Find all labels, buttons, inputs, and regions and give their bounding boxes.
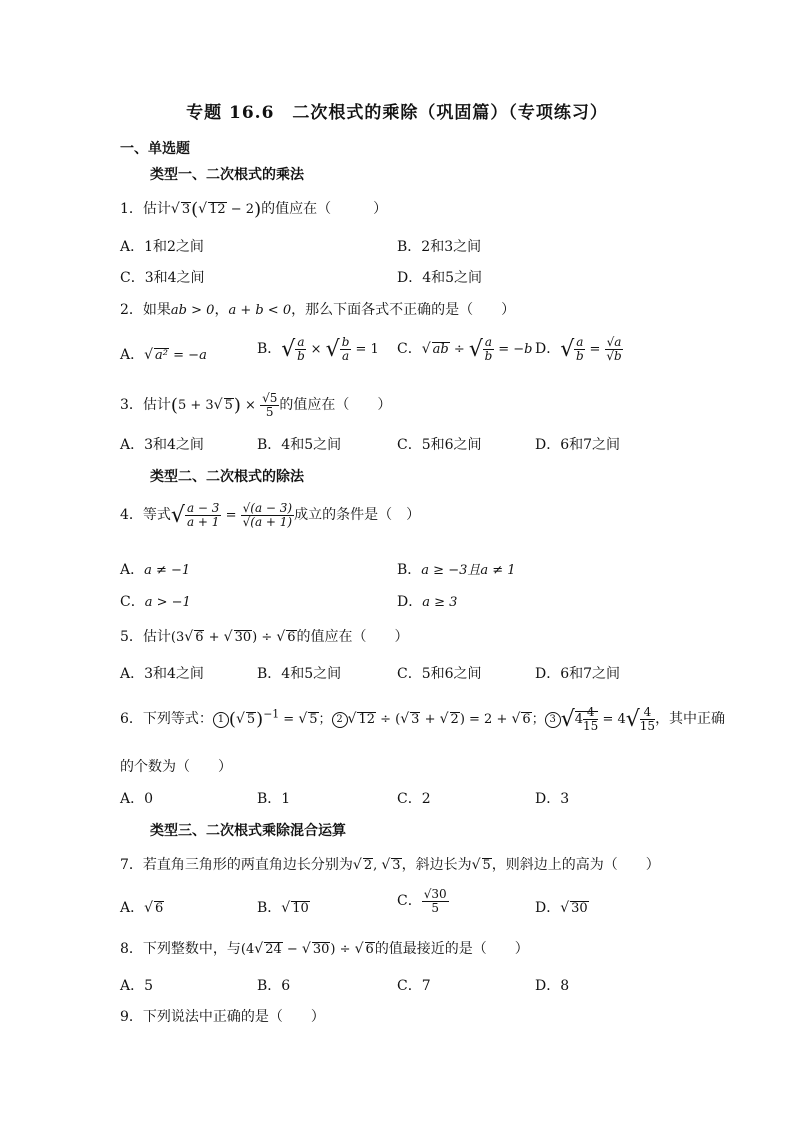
q8-option-a: A．5 <box>120 978 154 994</box>
q1-option-c: C．3和4之间 <box>120 270 205 286</box>
q6-option-d: D．3 <box>535 791 570 807</box>
q1-option-b: B．2和3之间 <box>397 239 482 255</box>
q3-option-c: C．5和6之间 <box>397 437 482 453</box>
q3-option-b: B．4和5之间 <box>257 437 342 453</box>
q6-option-b: B．1 <box>257 791 291 807</box>
q5-option-b: B．4和5之间 <box>257 666 342 682</box>
q7-option-c: C． $\frac{√30}{5}$ <box>397 887 447 916</box>
page-title: 专题 16.6 二次根式的乘除（巩固篇）（专项练习） <box>186 103 608 123</box>
q2-option-c: C．√ ab ÷ √ $\frac{a}{b}$ = −b <box>397 335 533 364</box>
q2-option-a: A．√ a² = −a <box>120 347 207 363</box>
question-3: 3．估计(5 + 3√ 5) × $\frac{√5}{5}$ 的值应在（ ） <box>120 391 392 420</box>
q2-option-d: D．√ $\frac{a}{b}$ = $\frac{√a}{√b}$ <box>535 335 622 364</box>
q1-option-a: A．1和2之间 <box>120 239 204 255</box>
q7-option-d: D．√ 30 <box>535 900 588 916</box>
q4-option-a: A．a ≠ −1 <box>120 562 191 578</box>
q5-option-c: C．5和6之间 <box>397 666 482 682</box>
q3-option-d: D．6和7之间 <box>535 437 621 453</box>
q4-option-d: D．a ≥ 3 <box>397 594 458 610</box>
question-8: 8．下列整数中，与(4√ 24 − √ 30) ÷ √ 6的值最接近的是（ ） <box>120 941 529 957</box>
q7-option-a: A．√ 6 <box>120 900 164 916</box>
question-9: 9．下列说法中正确的是（ ） <box>120 1009 325 1025</box>
q7-option-b: B．√ 10 <box>257 900 309 916</box>
section-heading: 一、单选题 <box>120 141 190 157</box>
q8-option-c: C．7 <box>397 978 431 994</box>
q6-option-a: A．0 <box>120 791 154 807</box>
q4-option-b: B．a ≥ −3且a ≠ 1 <box>397 562 516 578</box>
type-heading-1: 类型一、二次根式的乘法 <box>150 167 304 183</box>
question-6-line-2: 的个数为（ ） <box>120 759 232 775</box>
q5-option-a: A．3和4之间 <box>120 666 204 682</box>
q3-option-a: A．3和4之间 <box>120 437 204 453</box>
question-1: 1．估计√ 3(√ 12 − 2)的值应在（ ） <box>120 199 388 220</box>
question-5: 5．估计(3√ 6 + √ 30) ÷ √ 6的值应在（ ） <box>120 629 409 645</box>
q1-option-d: D．4和5之间 <box>397 270 483 286</box>
q2-option-b: B．√ $\frac{a}{b}$ × √ $\frac{b}{a}$ = 1 <box>257 335 379 364</box>
q6-option-c: C．2 <box>397 791 431 807</box>
question-4: 4．等式√ $\frac{a - 3}{a + 1}$ = $\frac{√(a - 3)}{√(a + 1)}$ 成立的条件是（ ） <box>120 501 421 530</box>
q8-option-b: B．6 <box>257 978 291 994</box>
question-7: 7．若直角三角形的两直角边长分别为√ 2, √ 3，斜边长为√ 5，则斜边上的高为（ ） <box>120 857 660 873</box>
q5-option-d: D．6和7之间 <box>535 666 621 682</box>
q8-option-d: D．8 <box>535 978 570 994</box>
type-heading-2: 类型二、二次根式的除法 <box>150 469 304 485</box>
type-heading-3: 类型三、二次根式乘除混合运算 <box>150 823 346 839</box>
q4-option-c: C．a > −1 <box>120 594 191 610</box>
question-2: 2．如果ab > 0，a + b < 0，那么下面各式不正确的是（ ） <box>120 302 516 318</box>
question-6: 6．下列等式： 1 (√ 5)$^{-1}$ = √ 5； 2 √ 12 ÷ (√ 3 + √ 2) = 2 + √ 6； 3 √4 $\frac{4}{15}$ = 4√ $\frac{4}{15}$ ，其中正确 <box>120 705 726 734</box>
